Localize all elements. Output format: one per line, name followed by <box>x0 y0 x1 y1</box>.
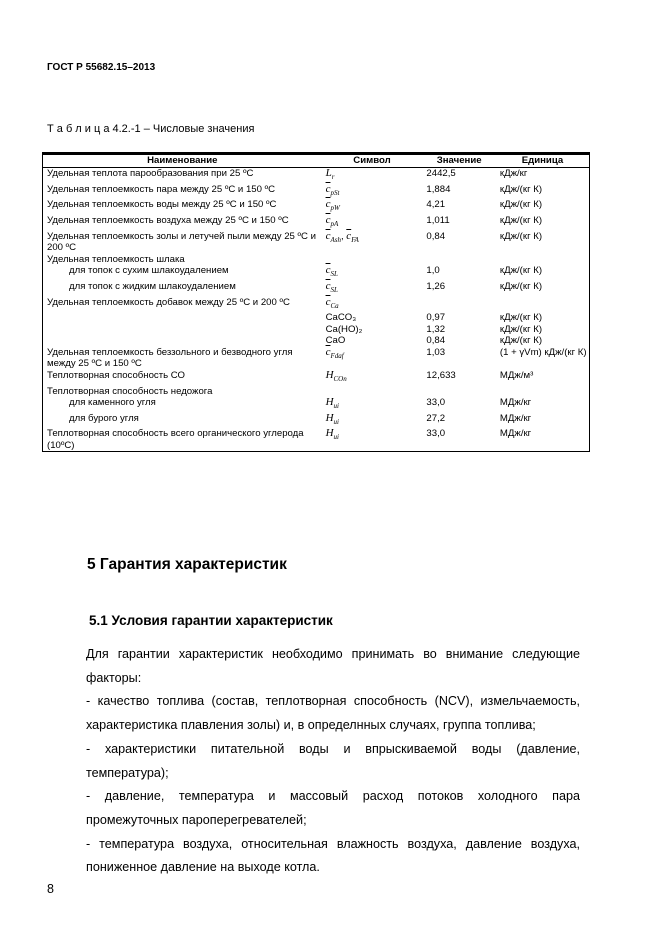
table-row <box>43 386 590 398</box>
column-header-unit: Единица <box>496 154 590 168</box>
factor-item-3: - давление, температура и массовый расход потоков холодного пара промежуточных пароперегревателей; <box>86 789 580 827</box>
table-row <box>43 199 590 215</box>
symbol-separator: , <box>340 230 347 242</box>
cell-unit: кДж/(кг К) <box>499 323 543 335</box>
cell-name <box>43 428 322 452</box>
cell-symbol <box>322 413 423 429</box>
column-header-symbol: Символ <box>322 154 423 168</box>
cell-symbol <box>322 370 423 386</box>
cell-value: 0,84 <box>426 335 446 347</box>
cell-value: 1,32 <box>426 323 446 335</box>
cell-symbol <box>322 265 423 281</box>
cell-unit: кДж/(кг К) <box>499 215 543 227</box>
cell-value: 1,884 <box>426 183 451 195</box>
table-caption: Т а б л и ц а 4.2.-1 – Числовые значения <box>47 123 255 135</box>
symbol-subscript: pW <box>330 204 340 213</box>
math-symbol <box>326 230 341 242</box>
cell-name <box>43 254 322 266</box>
section-body <box>86 643 580 880</box>
cell-symbol <box>322 215 423 231</box>
cell-unit: кДж/кг <box>499 168 528 179</box>
symbol-base: L <box>325 167 332 179</box>
cell-name-text: Удельная теплоемкость пара между 25 ºС и 150 ºС <box>47 183 276 195</box>
cell-name <box>43 168 322 184</box>
table-row <box>43 254 590 266</box>
symbol-base: $\overline{c}$ <box>325 214 331 227</box>
table-row <box>43 168 590 184</box>
cell-unit: кДж/(кг К) <box>499 199 543 211</box>
page-number: 8 <box>47 882 54 896</box>
cell-unit <box>496 386 590 398</box>
math-symbol <box>346 230 359 242</box>
cell-symbol <box>322 199 423 215</box>
symbol-base: H <box>325 396 334 408</box>
math-symbol <box>325 214 339 229</box>
symbol-subscript: Fdaf <box>330 352 344 360</box>
cell-symbol <box>322 397 423 413</box>
cell-name-text: для бурого угля <box>69 412 139 424</box>
cell-name <box>43 265 322 281</box>
symbol-subscript: pSt <box>330 188 340 197</box>
table-row <box>43 184 590 200</box>
cell-value: 33,0 <box>426 428 446 440</box>
cell-value: 1,0 <box>426 265 440 277</box>
cell-unit: кДж/(кг К) <box>499 280 543 292</box>
cell-name-text: для топок с сухим шлакоудалением <box>69 265 229 277</box>
cell-name-text: для каменного угля <box>69 397 156 408</box>
cell-unit: МДж/кг <box>499 397 532 408</box>
cell-unit: МДж/м³ <box>499 369 534 381</box>
symbol-subscript: COn <box>333 375 347 383</box>
table-row <box>43 231 590 254</box>
symbol-subscript: SL <box>330 270 338 279</box>
cell-symbol <box>322 312 423 324</box>
table-row <box>43 397 590 413</box>
math-symbol <box>326 296 339 308</box>
cell-symbol <box>322 231 423 254</box>
table-row <box>43 370 590 386</box>
symbol-subscript: SL <box>330 286 338 295</box>
cell-name-text: Удельная теплоемкость беззольного и безводного угля между 25 ºС и 150 ºС <box>47 346 293 370</box>
section-title: 5 Гарантия характеристик <box>87 556 287 573</box>
table-row <box>43 324 590 336</box>
symbol-subscript: r <box>331 173 335 182</box>
math-symbol <box>326 412 339 424</box>
cell-name-text: Теплотворная способность всего органического углерода (10ºС) <box>47 428 304 451</box>
cell-name <box>43 324 322 336</box>
column-header-name: Наименование <box>43 154 322 168</box>
cell-name-text: Удельная теплоемкость добавок между 25 ºС и 200 ºС <box>47 296 290 308</box>
symbol-base: $\overline{c}$ <box>325 182 331 195</box>
math-symbol <box>325 396 339 411</box>
cell-name <box>43 215 322 231</box>
cell-value <box>422 297 496 313</box>
cell-unit <box>496 297 590 313</box>
factor-item-1: - качество топлива (состав, теплотворная способность (NCV), измельчаемость, характеристика плавления золы) и, в определнных случаях, группа топлива; <box>86 694 580 733</box>
math-symbol <box>325 167 335 182</box>
values-table <box>42 152 590 452</box>
symbol-base: H <box>325 368 334 381</box>
table-row <box>43 335 590 347</box>
cell-name <box>43 386 322 398</box>
cell-value: 0,97 <box>426 312 446 324</box>
math-symbol <box>326 369 347 381</box>
symbol-base: $\overline{c}$ <box>325 229 331 242</box>
math-symbol <box>325 198 340 213</box>
table-row <box>43 297 590 313</box>
cell-symbol <box>322 281 423 297</box>
symbol-subscript: Ca <box>330 301 339 310</box>
symbol-subscript: ui <box>333 417 339 426</box>
cell-name <box>43 347 322 370</box>
cell-unit: кДж/(кг К) <box>499 335 543 347</box>
symbol-base: $\overline{c}$ <box>325 198 331 211</box>
cell-name-text: Удельная теплоемкость золы и летучей пыли между 25 ºС и 200 ºС <box>47 230 317 254</box>
cell-symbol <box>322 347 423 370</box>
symbol-subscript: pA <box>330 220 339 229</box>
table-header-row <box>43 154 590 168</box>
cell-value: 1,011 <box>426 215 450 227</box>
cell-value: 1,03 <box>426 346 446 358</box>
table-row <box>43 347 590 370</box>
cell-name-text: для топок с жидким шлакоудалением <box>69 280 236 292</box>
cell-name-text: Удельная теплоемкость воздуха между 25 ºС и 150 ºС <box>47 215 289 227</box>
symbol-base: H <box>325 427 334 440</box>
column-header-value: Значение <box>422 154 496 168</box>
math-symbol <box>325 279 338 295</box>
cell-unit: (1 + γVm) кДж/(кг К) <box>499 346 587 358</box>
cell-name-text: Удельная теплоемкость воды между 25 ºС и 150 ºС <box>47 199 277 211</box>
cell-value: 0,84 <box>426 230 446 242</box>
cell-symbol <box>322 428 423 452</box>
cell-value <box>422 254 496 266</box>
cell-symbol-text: Ca(HO)₂ <box>325 323 363 335</box>
cell-name-text: Удельная теплоемкость шлака <box>47 253 185 265</box>
cell-name <box>43 397 322 413</box>
cell-symbol <box>322 297 423 313</box>
cell-value: 27,2 <box>426 412 446 424</box>
math-symbol <box>326 346 344 358</box>
table-body <box>43 168 590 452</box>
table-row <box>43 428 590 452</box>
cell-symbol <box>322 324 423 336</box>
cell-name-text: Теплотворная способность СО <box>47 369 185 381</box>
cell-name <box>43 413 322 429</box>
intro-paragraph <box>86 643 580 690</box>
symbol-subscript: Ash <box>330 235 341 244</box>
cell-value <box>422 386 496 398</box>
table-row <box>43 281 590 297</box>
cell-symbol-text: CaO <box>325 335 346 347</box>
cell-unit: кДж/(кг К) <box>499 265 543 277</box>
table-row <box>43 265 590 281</box>
cell-name-text: Теплотворная способность недожога <box>47 385 213 397</box>
cell-value: 12,633 <box>426 369 456 381</box>
math-symbol <box>325 427 339 442</box>
symbol-base: $\overline{c}$ <box>325 295 331 308</box>
cell-value: 4,21 <box>426 199 446 211</box>
cell-name-text: Удельная теплота парообразования при 25 ºС <box>47 168 254 179</box>
table-row <box>43 312 590 324</box>
cell-symbol <box>322 168 423 184</box>
cell-name <box>43 281 322 297</box>
cell-name <box>43 312 322 324</box>
cell-value: 33,0 <box>426 397 446 408</box>
document-header: ГОСТ Р 55682.15–2013 <box>47 62 156 73</box>
cell-value: 2442,5 <box>426 168 456 179</box>
cell-symbol-text: CaCO₃ <box>325 312 357 324</box>
symbol-base: $\overline{c}$ <box>325 345 331 358</box>
cell-name <box>43 199 322 215</box>
cell-name <box>43 184 322 200</box>
cell-unit: кДж/(кг К) <box>499 230 543 242</box>
intro-text: Для гарантии характеристик необходимо принимать во внимание следующие факторы: <box>86 647 580 685</box>
cell-name <box>43 370 322 386</box>
cell-unit: МДж/кг <box>499 412 532 424</box>
cell-name <box>43 297 322 313</box>
cell-unit: кДж/(кг К) <box>499 183 543 195</box>
symbol-base: H <box>325 411 334 424</box>
cell-unit <box>496 254 590 266</box>
subsection-title: 5.1 Условия гарантии характеристик <box>89 613 333 628</box>
cell-value: 1,26 <box>426 280 446 292</box>
factor-item-2: - характеристики питательной воды и впрыскиваемой воды (давление, температура); <box>86 741 580 780</box>
cell-name <box>43 335 322 347</box>
symbol-subscript: ui <box>333 433 339 442</box>
table-row <box>43 215 590 231</box>
math-symbol <box>326 183 340 195</box>
symbol-base: $\overline{c}$ <box>325 279 331 292</box>
factor-item-4: - температура воздуха, относительная влажность воздуха, давление воздуха, пониженное давление на выходе котла. <box>86 836 580 875</box>
cell-unit: МДж/кг <box>499 428 532 440</box>
table-row <box>43 413 590 429</box>
cell-unit: кДж/(кг К) <box>499 312 543 324</box>
math-symbol <box>325 264 338 279</box>
cell-name <box>43 231 322 254</box>
symbol-subscript: ui <box>333 402 339 411</box>
symbol-base: $\overline{c}$ <box>346 229 352 242</box>
symbol-base: $\overline{c}$ <box>325 264 331 277</box>
symbol-subscript: FA <box>351 235 359 244</box>
